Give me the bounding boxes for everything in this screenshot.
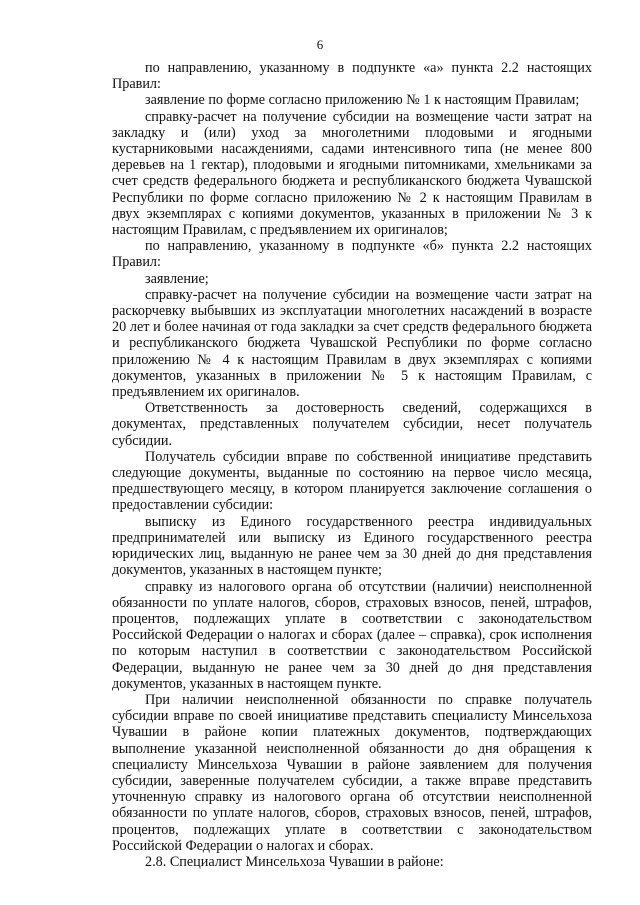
paragraph: Получатель субсидии вправе по собственной инициативе представить следующие документы, выданные по состоянию на первое число месяца, предшествующего месяцу, в котором планируется заключение соглашения о предоставлении субсидии: [112, 448, 592, 514]
document-body [112, 60, 592, 870]
paragraph: выписку из Единого государственного реестра индивидуальных предпринимателей или выписку из Единого государственного реестра юридических лиц, выданную не ранее чем за 30 дней до дня представления документов, указанных в настоящем пункте; [112, 513, 592, 579]
paragraph: справку из налогового органа об отсутствии (наличии) неисполненной обязанности по уплате налогов, сборов, страховых взносов, пеней, штрафов, процентов, подлежащих уплате в соответствии с законодательством Российской Федерации о налогах и сборах (далее – справка), срок исполнения по которым наступил в соответствии с законодательством Российской Федерации, выданную не ранее чем за 30 дней до дня представления документов, указанных в настоящем пункте. [112, 578, 592, 692]
paragraph: При наличии неисполненной обязанности по справке получатель субсидии вправе по своей инициативе представить специалисту Минсельхоза Чувашии в районе копии платежных документов, подтверждающих выполнение указанной неисполненной обязанности до дня обращения к специалисту Минсельхоза Чувашии в районе заявлением для получения субсидии, заверенные получателем субсидии, а также вправе представить уточненную справку из налогового органа об отсутствии неисполненной обязанности по уплате налогов, сборов, страховых взносов, пеней, штрафов, процентов, подлежащих уплате в соответствии с законодательством Российской Федерации о налогах и сборах. [112, 691, 592, 854]
paragraph: справку-расчет на получение субсидии на возмещение части затрат на раскорчевку выбывших из эксплуатации многолетних насаждений в возрасте 20 лет и более начиная от года закладки за счет средств федерального бюджета и республиканского бюджета Чувашской Республики по форме согласно приложению № 4 к настоящим Правилам в двух экземплярах с копиями документов, указанных в приложении № 5 к настоящим Правилам, с предъявлением их оригиналов. [112, 286, 592, 401]
paragraph: по направлению, указанному в подпункте «б» пункта 2.2 настоящих Правил: [112, 238, 592, 271]
paragraph: справку-расчет на получение субсидии на возмещение части затрат на закладку и (или) уход за многолетними плодовыми и ягодными кустарниковыми насаждениями, садами интенсивного типа (не менее 800 деревьев на 1 гектар), плодовыми и ягодными питомниками, хмельниками за счет средств федерального бюджета и республиканского бюджета Чувашской Республики по форме согласно приложению № 2 к настоящим Правилам в двух экземплярах с копиями документов, указанных в приложении № 3 к настоящим Правилам, с предъявлением их оригиналов; [112, 108, 592, 239]
paragraph: по направлению, указанному в подпункте «а» пункта 2.2 настоящих Правил: [112, 60, 592, 93]
paragraph: 2.8. Специалист Минсельхоза Чувашии в районе: [145, 853, 444, 870]
paragraph: заявление по форме согласно приложению № 1 к настоящим Правилам; [145, 92, 580, 109]
paragraph: Ответственность за достоверность сведений, содержащихся в документах, представленных получателем субсидии, несет получатель субсидии. [112, 400, 592, 449]
page-number: 6 [316, 37, 324, 52]
paragraph: заявление; [145, 270, 209, 287]
